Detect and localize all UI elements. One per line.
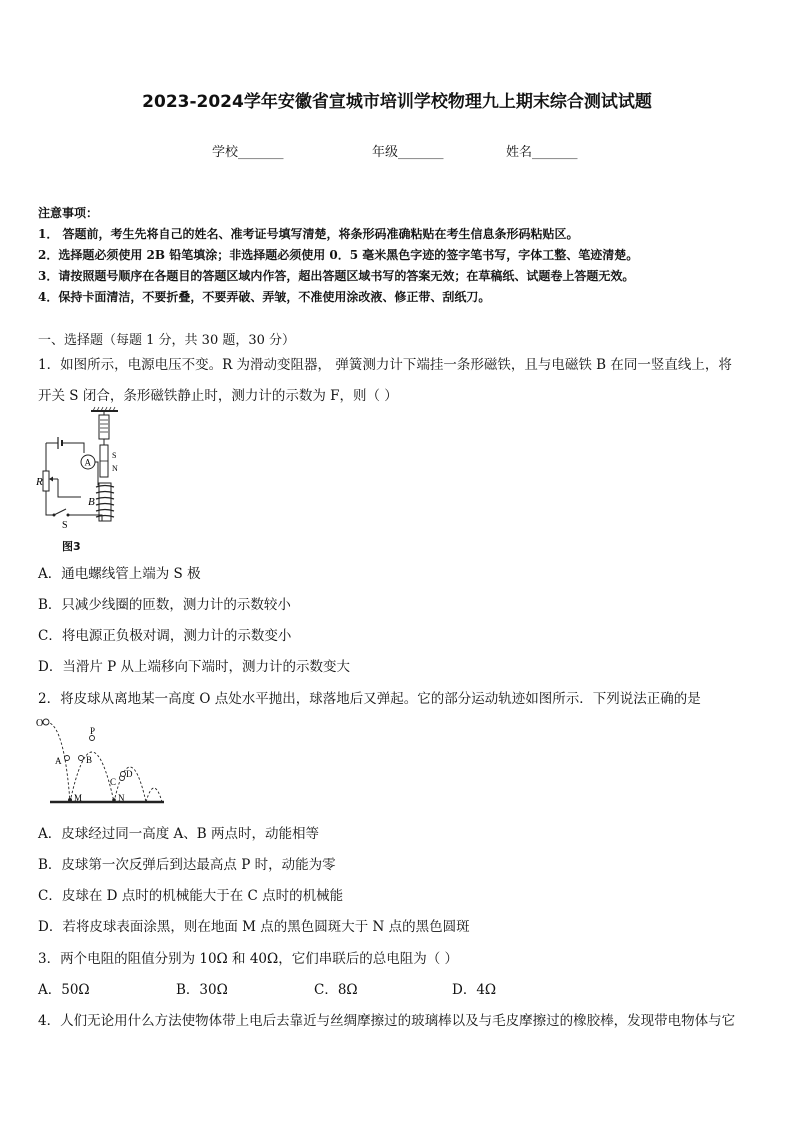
point-a-label: A xyxy=(55,756,62,766)
point-o-label: O xyxy=(36,718,44,729)
point-d-label: D xyxy=(126,769,133,779)
question-2-option-d: D．若将皮球表面涂黑，则在地面 M 点的黑色圆斑大于 N 点的黑色圆斑 xyxy=(38,919,470,935)
figure-caption: 图3 xyxy=(62,540,81,553)
coil-b-label: B xyxy=(88,496,95,508)
notice-heading: 注意事项： xyxy=(38,206,99,220)
question-2-option-a: A．皮球经过同一高度 A、B 两点时，动能相等 xyxy=(38,826,320,842)
magnet-s-label: S xyxy=(112,451,117,460)
grade-field: 年级_______ xyxy=(372,145,444,160)
question-4-stem: 4．人们无论用什么方法使物体带上电后去靠近与丝绸摩擦过的玻璃棒以及与毛皮摩擦过的橡胶棒，发现带电物体与它 xyxy=(38,1013,736,1029)
question-3-option-b: B．30Ω xyxy=(176,982,228,998)
point-b-label: B xyxy=(86,755,93,765)
page-title: 2023-2024学年安徽省宣城市培训学校物理九上期末综合测试试题 xyxy=(142,92,652,112)
point-p-label: P xyxy=(90,726,96,736)
question-2-option-c: C．皮球在 D 点时的机械能大于在 C 点时的机械能 xyxy=(38,888,344,904)
question-1-option-c: C．将电源正负极对调，测力计的示数变小 xyxy=(38,628,292,644)
question-3-option-c: C．8Ω xyxy=(314,982,358,998)
question-1-line-1: 1．如图所示，电源电压不变。R 为滑动变阻器， 弹簧测力计下端挂一条形磁铁，且与电磁铁 B 在同一竖直线上，将 xyxy=(38,357,732,373)
circuit-figure xyxy=(36,405,136,537)
question-2-stem: 2．将皮球从离地某一高度 O 点处水平抛出，球落地后又弹起。它的部分运动轨迹如图所示．下列说法正确的是 xyxy=(38,691,701,707)
notice-item: 2．选择题必须使用 2B 铅笔填涂；非选择题必须使用 0．5 毫米黑色字迹的签字笔书写，字体工整、笔迹清楚。 xyxy=(38,248,639,262)
name-field: 姓名_______ xyxy=(506,145,578,160)
switch-s-label: S xyxy=(62,520,68,531)
point-m-label: M xyxy=(74,793,83,803)
section-heading: 一、选择题（每题 1 分，共 30 题，30 分） xyxy=(38,333,296,348)
question-1-option-d: D．当滑片 P 从上端移向下端时，测力计的示数变大 xyxy=(38,659,350,675)
school-field: 学校_______ xyxy=(212,145,284,160)
question-2-option-b: B．皮球第一次反弹后到达最高点 P 时，动能为零 xyxy=(38,857,336,873)
ammeter-label: A xyxy=(84,457,91,468)
question-1-option-b: B．只减少线圈的匝数，测力计的示数较小 xyxy=(38,597,291,613)
ball-trajectory-figure xyxy=(36,712,176,808)
point-c-label: C xyxy=(110,777,117,787)
question-3-option-a: A．50Ω xyxy=(38,982,90,998)
question-1-line-2: 开关 S 闭合，条形磁铁静止时，测力计的示数为 F，则（ ） xyxy=(38,388,398,404)
question-3-option-d: D．4Ω xyxy=(452,982,497,998)
notice-item: 4．保持卡面清洁，不要折叠，不要弄破、弄皱，不准使用涂改液、修正带、刮纸刀。 xyxy=(38,290,491,304)
notice-item: 3．请按照题号顺序在各题目的答题区域内作答，超出答题区域书写的答案无效；在草稿纸、试题卷上答题无效。 xyxy=(38,269,635,283)
magnet-n-label: N xyxy=(112,464,118,473)
question-1-option-a: A．通电螺线管上端为 S 极 xyxy=(38,566,201,582)
rheostat-r-label: R xyxy=(36,476,43,488)
notice-item: 1． 答题前，考生先将自己的姓名、准考证号填写清楚，将条形码准确粘贴在考生信息条形码粘贴区。 xyxy=(38,227,579,241)
question-3-stem: 3．两个电阻的阻值分别为 10Ω 和 40Ω，它们串联后的总电阻为（ ） xyxy=(38,951,458,967)
point-n-label: N xyxy=(118,793,125,803)
